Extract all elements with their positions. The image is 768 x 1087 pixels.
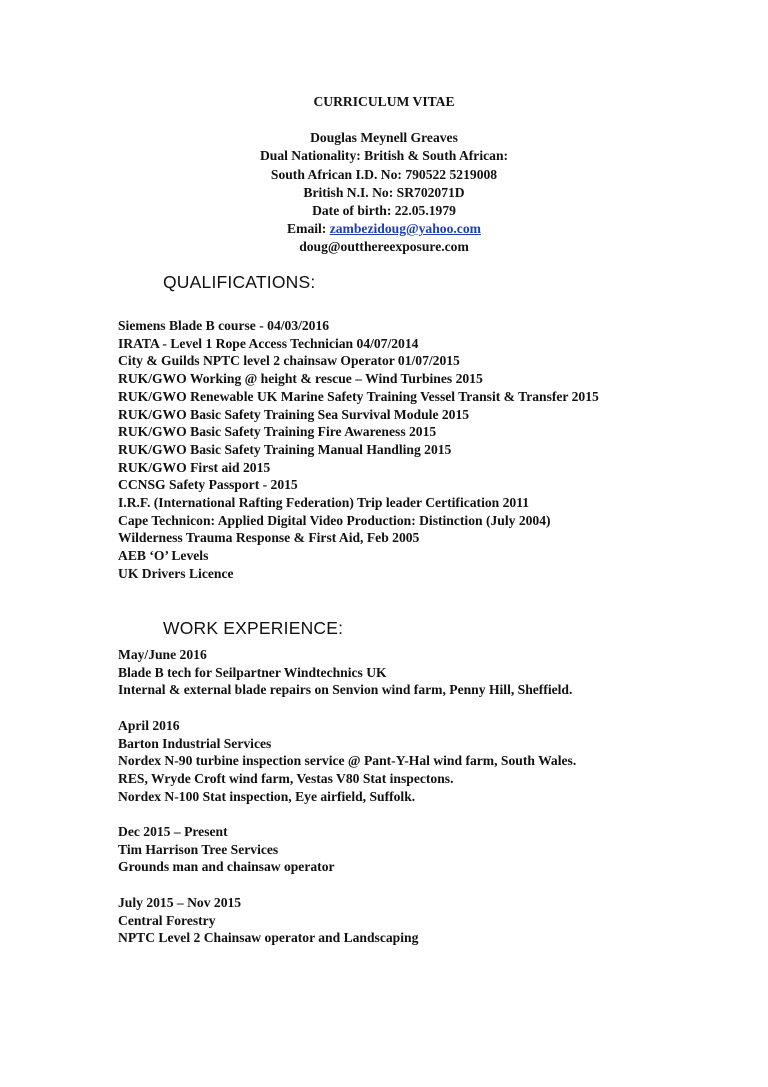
job-description: Grounds man and chainsaw operator	[118, 859, 335, 875]
job-description: RES, Wryde Croft wind farm, Vestas V80 Stat inspectons.	[118, 770, 454, 786]
qualifications-heading: QUALIFICATIONS:	[163, 272, 316, 292]
job-dates: July 2015 – Nov 2015	[118, 894, 242, 910]
qualification-item: I.R.F. (International Rafting Federation) Trip leader Certification 2011	[118, 495, 530, 511]
job-entry	[118, 823, 658, 876]
job-dates: May/June 2016	[118, 647, 207, 662]
qualifications-list	[118, 317, 658, 583]
job-dates: Dec 2015 – Present	[118, 824, 228, 839]
qualification-item: AEB ‘O’ Levels	[118, 548, 209, 564]
work-experience-heading: WORK EXPERIENCE:	[163, 618, 344, 638]
british-ni-number: British N.I. No: SR702071D	[303, 184, 465, 200]
qualification-item: RUK/GWO First aid 2015	[118, 459, 271, 475]
job-employer: Blade B tech for Seilpartner Windtechnics UK	[118, 664, 387, 680]
nationality: Dual Nationality: British & South African:	[259, 148, 509, 164]
email-line	[0, 220, 768, 238]
south-african-id: South African I.D. No: 790522 5219008	[270, 166, 498, 182]
cv-header	[0, 93, 768, 257]
qualification-item: RUK/GWO Basic Safety Training Fire Awareness 2015	[118, 424, 437, 440]
email-secondary: doug@outthereexposure.com	[299, 239, 469, 255]
qualification-item: RUK/GWO Basic Safety Training Manual Handling 2015	[118, 441, 452, 457]
qualification-item: IRATA - Level 1 Rope Access Technician 04/07/2014	[118, 335, 419, 351]
qualification-item: UK Drivers Licence	[118, 565, 234, 581]
job-description: Nordex N-100 Stat inspection, Eye airfield, Suffolk.	[118, 788, 416, 804]
qualification-item: Siemens Blade B course - 04/03/2016	[118, 318, 330, 333]
qualification-item: CCNSG Safety Passport - 2015	[118, 477, 298, 493]
job-employer: Barton Industrial Services	[118, 735, 272, 751]
email-link-primary[interactable]: zambezidoug@yahoo.com	[329, 221, 481, 237]
job-description: Nordex N-90 turbine inspection service @ Pant-Y-Hal wind farm, South Wales.	[118, 753, 577, 769]
qualification-item: Wilderness Trauma Response & First Aid, Feb 2005	[118, 530, 420, 546]
qualification-item: RUK/GWO Renewable UK Marine Safety Training Vessel Transit & Transfer 2015	[118, 388, 599, 404]
job-employer: Tim Harrison Tree Services	[118, 841, 279, 857]
document-title: CURRICULUM VITAE	[313, 94, 455, 109]
job-description: Internal & external blade repairs on Senvion wind farm, Penny Hill, Sheffield.	[118, 682, 573, 698]
work-experience-list	[118, 646, 658, 947]
job-entry	[118, 717, 658, 806]
job-description: NPTC Level 2 Chainsaw operator and Landscaping	[118, 930, 419, 946]
date-of-birth: Date of birth: 22.05.1979	[312, 203, 456, 219]
qualification-item: RUK/GWO Basic Safety Training Sea Survival Module 2015	[118, 406, 470, 422]
qualification-item: Cape Technicon: Applied Digital Video Production: Distinction (July 2004)	[118, 512, 551, 528]
email-label: Email:	[287, 221, 330, 237]
job-entry	[118, 646, 658, 699]
job-dates: April 2016	[118, 717, 180, 733]
qualification-item: City & Guilds NPTC level 2 chainsaw Operator 01/07/2015	[118, 353, 460, 369]
job-entry	[118, 894, 658, 947]
qualification-item: RUK/GWO Working @ height & rescue – Wind Turbines 2015	[118, 371, 483, 387]
job-employer: Central Forestry	[118, 912, 216, 928]
full-name: Douglas Meynell Greaves	[310, 130, 458, 146]
